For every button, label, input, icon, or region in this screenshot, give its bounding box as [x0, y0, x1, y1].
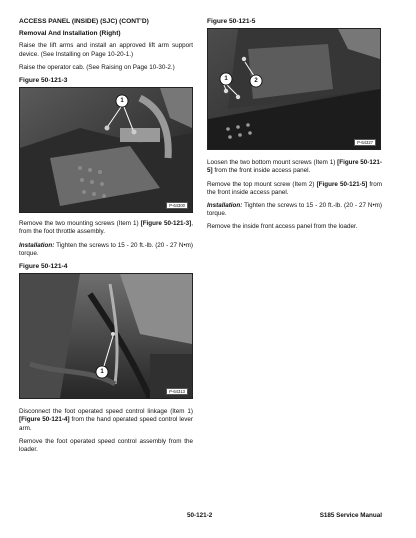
paragraph-loosen-bottom-screws: Loosen the two bottom mount screws (Item 1) [Figure 50-121-5] from the front inside access panel. — [207, 159, 382, 175]
installation-note-2: Installation: Tighten the screws to 15 - 20 ft.-lb. (20 - 27 N•m) torque. — [207, 202, 382, 218]
photo-tag: P-64300 — [166, 202, 188, 209]
paragraph-remove-speed-control: Remove the foot operated speed control assembly from the loader. — [19, 437, 193, 454]
photo-tag: P-64313 — [166, 388, 188, 395]
figure-50-121-3-callout: 1 — [120, 98, 124, 105]
installation-note-1: Installation: Tighten the screws to 15 - 20 ft.-lb. (20 - 27 N•m) torque. — [19, 241, 193, 257]
figure-50-121-5-callout-1: 1 — [224, 76, 228, 83]
right-column — [207, 18, 382, 237]
figure-50-121-4-callout: 1 — [100, 369, 104, 376]
paragraph-raise-cab: Raise the operator cab. (See Raising on Page 10-30-2.) — [19, 63, 175, 71]
section-title: ACCESS PANEL (INSIDE) (SJC) (CONT’D) — [19, 18, 149, 25]
paragraph-remove-access-panel: Remove the inside front access panel from the loader. — [207, 223, 358, 231]
figure-50-121-5-caption: Figure 50-121-5 — [207, 18, 256, 25]
figure-50-121-3-caption: Figure 50-121-3 — [19, 77, 68, 85]
page-number: 50-121-2 — [187, 512, 213, 519]
photo-tag: P-64327 — [354, 139, 376, 146]
paragraph-remove-mounting-screws: Remove the two mounting screws (Item 1) [Figure 50-121-3], from the foot throttle assembly. — [19, 220, 194, 236]
figure-50-121-4-caption: Figure 50-121-4 — [19, 263, 68, 271]
paragraph-raise-lift-arms: Raise the lift arms and install an approved lift arm support device. (See Installing on Page 10-20-1.) — [19, 42, 193, 58]
paragraph-remove-top-screw: Remove the top mount screw (Item 2) [Figure 50-121-5] from the front inside access panel. — [207, 180, 383, 196]
paragraph-disconnect-linkage: Disconnect the foot operated speed control linkage (Item 1) [Figure 50-121-4] from the hand operated speed control lever arm. — [19, 408, 194, 432]
figure-50-121-5-callout-2: 2 — [254, 78, 258, 85]
figure-50-121-5-photo — [207, 28, 381, 150]
figure-50-121-3-photo — [19, 87, 193, 213]
figure-50-121-4-photo — [19, 273, 193, 399]
manual-title: S185 Service Manual — [319, 512, 382, 519]
section-subtitle: Removal And Installation (Right) — [19, 30, 121, 38]
left-column — [19, 18, 193, 459]
